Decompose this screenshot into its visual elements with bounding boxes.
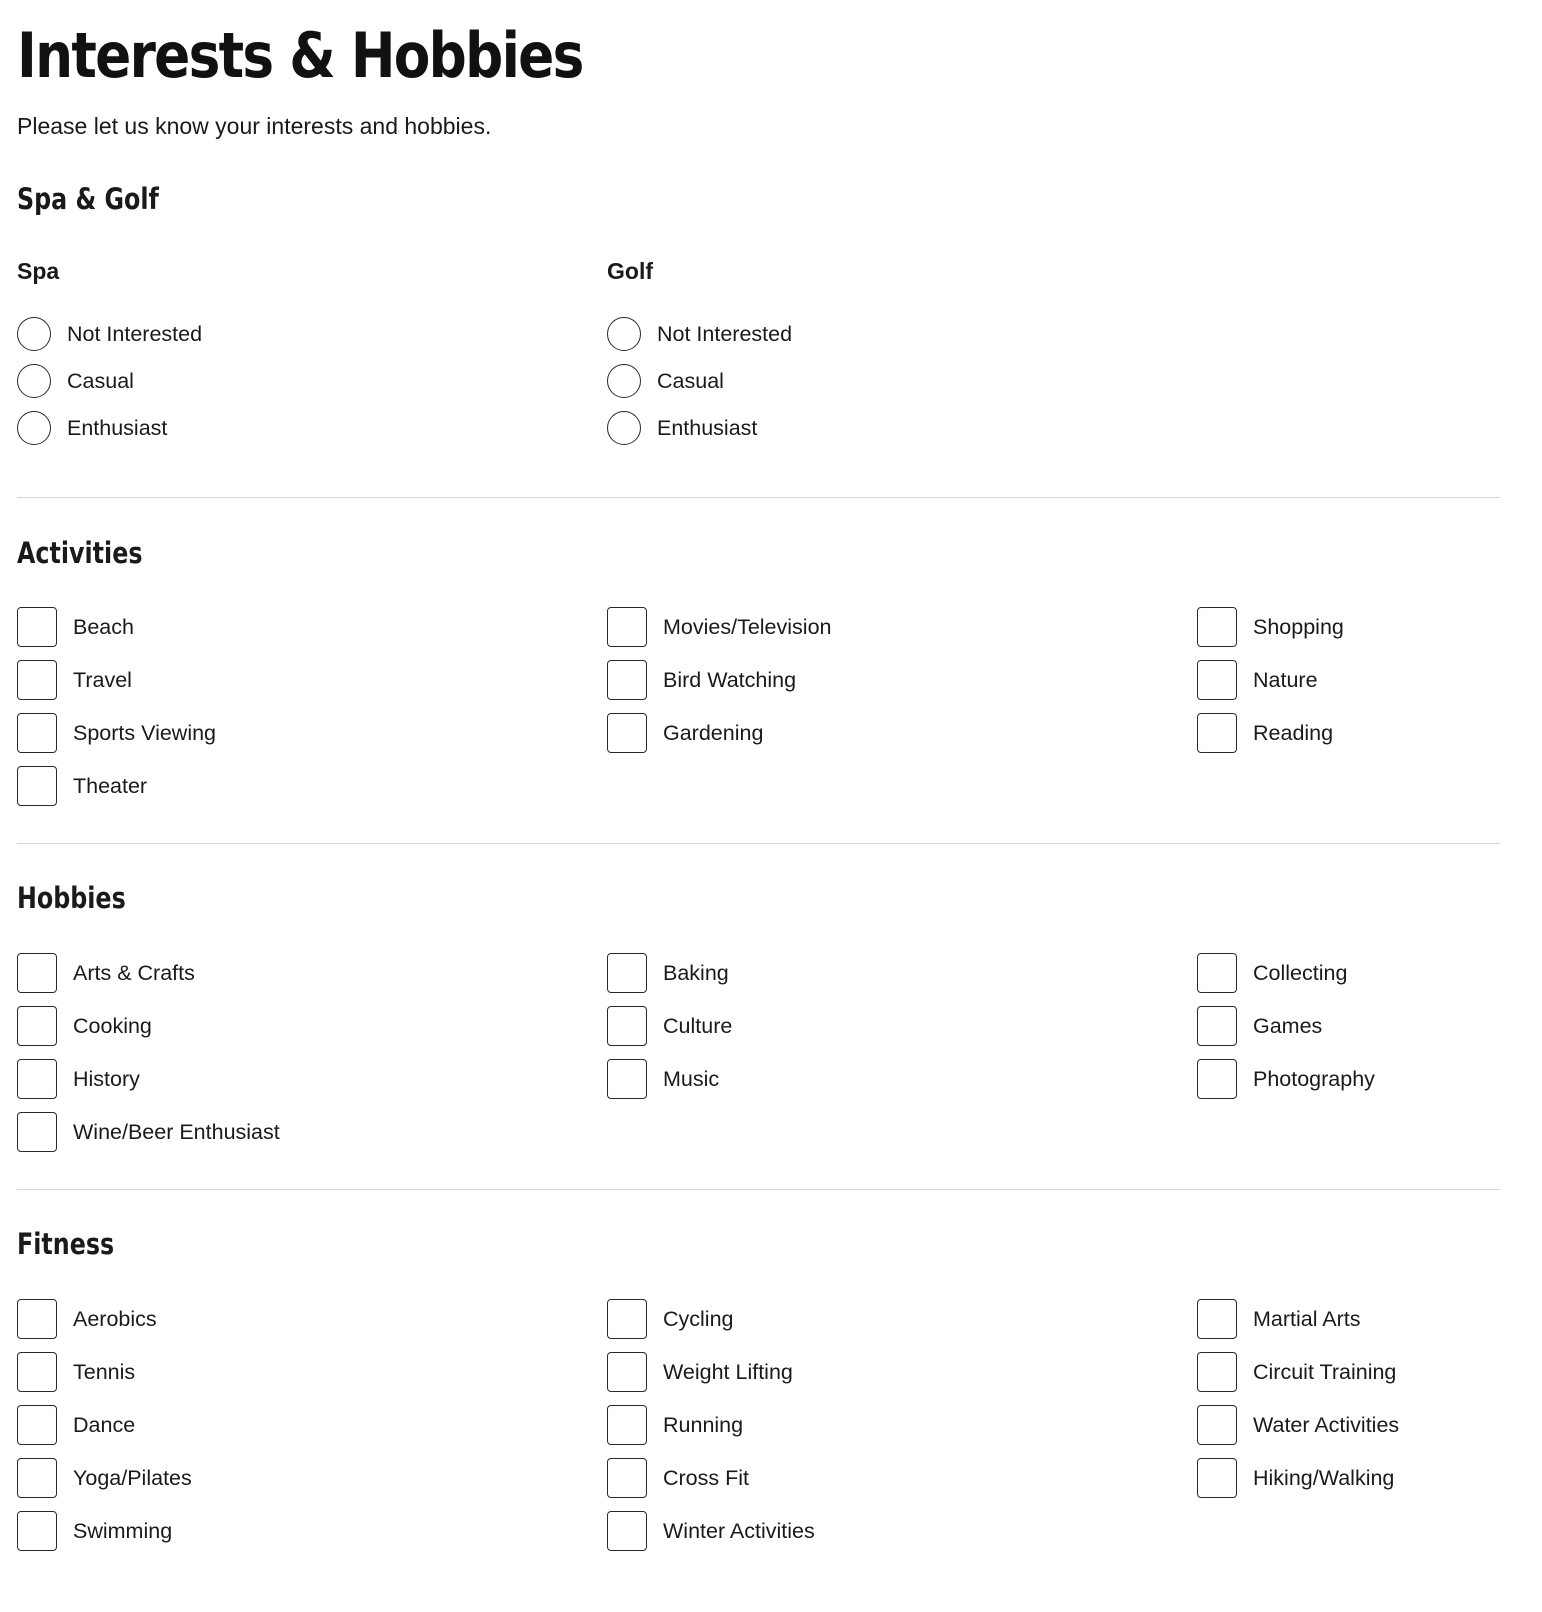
checkbox-item-games[interactable] xyxy=(1197,999,1500,1052)
checkbox-label: Hiking/Walking xyxy=(1253,1465,1395,1490)
checkbox-label: Shopping xyxy=(1253,614,1344,639)
fitness-column-1 xyxy=(17,1292,607,1557)
checkbox-label: Wine/Beer Enthusiast xyxy=(73,1119,280,1144)
checkbox-item-collecting[interactable] xyxy=(1197,946,1500,999)
checkbox[interactable] xyxy=(17,953,57,993)
checkbox[interactable] xyxy=(607,1352,647,1392)
checkbox-label: Circuit Training xyxy=(1253,1359,1397,1384)
checkbox-label: Water Activities xyxy=(1253,1412,1400,1437)
checkbox-item-martial-arts[interactable] xyxy=(1197,1292,1500,1345)
checkbox-item-yoga-pilates[interactable] xyxy=(17,1451,607,1504)
checkbox-item-circuit-training[interactable] xyxy=(1197,1345,1500,1398)
checkbox[interactable] xyxy=(1197,713,1237,753)
checkbox-label: Theater xyxy=(73,773,148,798)
hobbies-column-2 xyxy=(607,946,1197,1158)
spa-golf-section xyxy=(17,181,1529,451)
checkbox[interactable] xyxy=(17,1458,57,1498)
checkbox[interactable] xyxy=(17,1112,57,1152)
checkbox-item-history[interactable] xyxy=(17,1052,607,1105)
checkbox-item-water-activities[interactable] xyxy=(1197,1398,1500,1451)
fitness-column-3 xyxy=(1197,1292,1500,1557)
golf-group xyxy=(607,257,1197,451)
checkbox-label: Baking xyxy=(663,960,729,985)
checkbox[interactable] xyxy=(607,713,647,753)
checkbox-item-theater[interactable] xyxy=(17,759,607,812)
checkbox-label: Cycling xyxy=(663,1306,734,1331)
checkbox-item-culture[interactable] xyxy=(607,999,1197,1052)
checkbox-item-travel[interactable] xyxy=(17,653,607,706)
checkbox-item-swimming[interactable] xyxy=(17,1504,607,1557)
checkbox-item-arts-crafts[interactable] xyxy=(17,946,607,999)
option-label: Enthusiast xyxy=(657,415,758,440)
checkbox-item-wine-beer-enthusiast[interactable] xyxy=(17,1105,607,1158)
checkbox-item-gardening[interactable] xyxy=(607,706,1197,759)
section-heading-fitness: Fitness xyxy=(17,1227,115,1262)
checkbox-label: Aerobics xyxy=(73,1306,157,1331)
option-label: Casual xyxy=(67,369,134,394)
checkbox-item-tennis[interactable] xyxy=(17,1345,607,1398)
section-heading-hobbies: Hobbies xyxy=(17,881,126,916)
checkbox-item-aerobics[interactable] xyxy=(17,1292,607,1345)
checkbox-label: Cooking xyxy=(73,1013,152,1038)
checkbox-label: Music xyxy=(663,1066,720,1091)
checkbox-label: Dance xyxy=(73,1412,136,1437)
checkbox-label: Reading xyxy=(1253,720,1334,745)
spa-option-not-interested[interactable] xyxy=(17,311,607,358)
checkbox[interactable] xyxy=(17,1299,57,1339)
checkbox-label: Tennis xyxy=(73,1359,136,1384)
checkbox-item-sports-viewing[interactable] xyxy=(17,706,607,759)
checkbox[interactable] xyxy=(1197,1059,1237,1099)
checkbox-item-music[interactable] xyxy=(607,1052,1197,1105)
checkbox[interactable] xyxy=(17,1511,57,1551)
page-subtitle: Please let us know your interests and hobbies. xyxy=(17,113,492,139)
spa-radio-group xyxy=(17,311,607,451)
checkbox-item-shopping[interactable] xyxy=(1197,600,1500,653)
checkbox-label: Swimming xyxy=(73,1518,173,1543)
section-heading-activities: Activities xyxy=(17,536,143,571)
checkbox-item-nature[interactable] xyxy=(1197,653,1500,706)
checkbox-label: Photography xyxy=(1253,1066,1375,1091)
option-label: Casual xyxy=(657,369,724,394)
checkbox[interactable] xyxy=(17,713,57,753)
fitness-grid xyxy=(17,1292,1529,1557)
golf-option-casual[interactable] xyxy=(607,358,1197,405)
page-title: Interests & Hobbies xyxy=(17,19,583,92)
checkbox[interactable] xyxy=(17,1352,57,1392)
checkbox[interactable] xyxy=(607,607,647,647)
golf-casual-radio[interactable] xyxy=(607,364,641,398)
checkbox-label: Culture xyxy=(663,1013,733,1038)
fitness-column-2 xyxy=(607,1292,1197,1557)
checkbox-item-hiking-walking[interactable] xyxy=(1197,1451,1500,1504)
activities-column-2 xyxy=(607,600,1197,812)
checkbox-item-weight-lifting[interactable] xyxy=(607,1345,1197,1398)
checkbox-item-bird-watching[interactable] xyxy=(607,653,1197,706)
checkbox[interactable] xyxy=(607,1405,647,1445)
golf-label: Golf xyxy=(607,258,653,284)
checkbox[interactable] xyxy=(607,660,647,700)
section-heading-spa-golf: Spa & Golf xyxy=(17,182,159,216)
activities-column-1 xyxy=(17,600,607,812)
golf-radio-group xyxy=(607,311,1197,451)
spa-option-enthusiast[interactable] xyxy=(17,404,607,451)
fitness-section xyxy=(17,1226,1529,1557)
checkbox-label: Winter Activities xyxy=(663,1518,815,1543)
section-divider xyxy=(17,843,1500,844)
checkbox-item-baking[interactable] xyxy=(607,946,1197,999)
golf-option-enthusiast[interactable] xyxy=(607,404,1197,451)
golf-option-not-interested[interactable] xyxy=(607,311,1197,358)
checkbox-label: Beach xyxy=(73,614,134,639)
option-label: Not Interested xyxy=(67,322,203,347)
checkbox[interactable] xyxy=(17,607,57,647)
checkbox-item-dance[interactable] xyxy=(17,1398,607,1451)
spa-golf-grid xyxy=(17,257,1529,451)
checkbox[interactable] xyxy=(607,1299,647,1339)
spa-label: Spa xyxy=(17,258,60,284)
checkbox-label: History xyxy=(73,1066,140,1091)
option-label: Not Interested xyxy=(657,322,793,347)
checkbox-label: Bird Watching xyxy=(663,667,797,692)
checkbox[interactable] xyxy=(17,660,57,700)
checkbox[interactable] xyxy=(1197,1458,1237,1498)
checkbox-label: Nature xyxy=(1253,667,1318,692)
checkbox-label: Travel xyxy=(73,667,132,692)
checkbox-label: Arts & Crafts xyxy=(73,960,195,985)
spa-casual-radio[interactable] xyxy=(17,364,51,398)
checkbox[interactable] xyxy=(607,1059,647,1099)
activities-section xyxy=(17,535,1529,812)
checkbox[interactable] xyxy=(1197,953,1237,993)
checkbox-item-winter-activities[interactable] xyxy=(607,1504,1197,1557)
checkbox-label: Yoga/Pilates xyxy=(73,1465,192,1490)
checkbox[interactable] xyxy=(17,1059,57,1099)
hobbies-section xyxy=(17,880,1529,1158)
checkbox[interactable] xyxy=(1197,1352,1237,1392)
spa-group xyxy=(17,257,607,451)
checkbox-label: Sports Viewing xyxy=(73,720,217,745)
golf-not-interested-radio[interactable] xyxy=(607,317,641,351)
checkbox[interactable] xyxy=(1197,1006,1237,1046)
checkbox[interactable] xyxy=(1197,607,1237,647)
checkbox-item-photography[interactable] xyxy=(1197,1052,1500,1105)
checkbox[interactable] xyxy=(1197,660,1237,700)
spa-enthusiast-radio[interactable] xyxy=(17,411,51,445)
checkbox-item-cooking[interactable] xyxy=(17,999,607,1052)
checkbox-label: Cross Fit xyxy=(663,1465,749,1490)
checkbox-label: Collecting xyxy=(1253,960,1348,985)
checkbox-item-cycling[interactable] xyxy=(607,1292,1197,1345)
activities-grid xyxy=(17,600,1529,812)
spa-not-interested-radio[interactable] xyxy=(17,317,51,351)
checkbox-item-cross-fit[interactable] xyxy=(607,1451,1197,1504)
checkbox-label: Movies/Television xyxy=(663,614,832,639)
activities-column-3 xyxy=(1197,600,1500,812)
checkbox-item-reading[interactable] xyxy=(1197,706,1500,759)
spa-option-casual[interactable] xyxy=(17,358,607,405)
checkbox-label: Martial Arts xyxy=(1253,1306,1361,1331)
checkbox-label: Games xyxy=(1253,1013,1323,1038)
hobbies-column-1 xyxy=(17,946,607,1158)
golf-enthusiast-radio[interactable] xyxy=(607,411,641,445)
section-divider xyxy=(17,1189,1500,1190)
checkbox-item-running[interactable] xyxy=(607,1398,1197,1451)
checkbox[interactable] xyxy=(607,1511,647,1551)
checkbox[interactable] xyxy=(1197,1405,1237,1445)
hobbies-grid xyxy=(17,946,1529,1158)
checkbox[interactable] xyxy=(607,1458,647,1498)
checkbox[interactable] xyxy=(17,1006,57,1046)
checkbox[interactable] xyxy=(607,1006,647,1046)
checkbox-item-beach[interactable] xyxy=(17,600,607,653)
section-divider xyxy=(17,497,1500,498)
checkbox[interactable] xyxy=(17,766,57,806)
checkbox[interactable] xyxy=(1197,1299,1237,1339)
hobbies-column-3 xyxy=(1197,946,1500,1158)
checkbox-item-movies-television[interactable] xyxy=(607,600,1197,653)
checkbox[interactable] xyxy=(607,953,647,993)
checkbox-label: Running xyxy=(663,1412,744,1437)
checkbox[interactable] xyxy=(17,1405,57,1445)
option-label: Enthusiast xyxy=(67,415,168,440)
checkbox-label: Gardening xyxy=(663,720,764,745)
checkbox-label: Weight Lifting xyxy=(663,1359,793,1384)
